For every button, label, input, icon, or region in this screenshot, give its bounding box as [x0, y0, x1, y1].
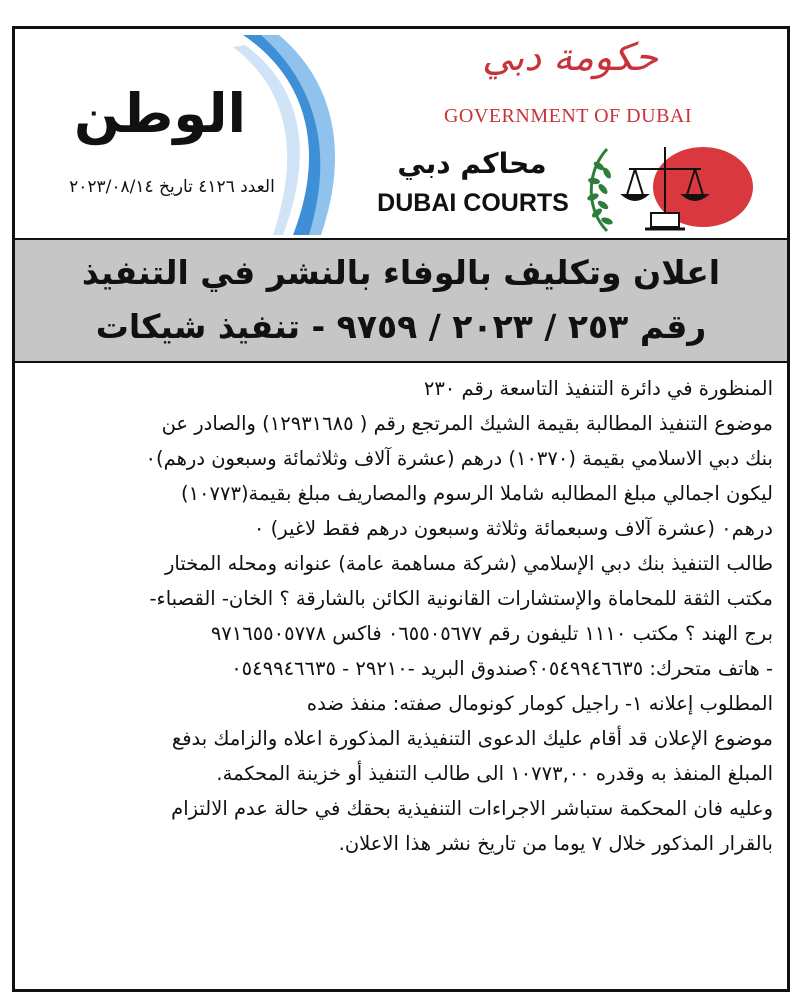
- courts-english-name: DUBAI COURTS: [377, 189, 569, 217]
- body-line: موضوع الإعلان قد أقام عليك الدعوى التنفيذية المذكورة اعلاه والزامك بدفع: [171, 727, 773, 750]
- header: [15, 29, 787, 234]
- body-line: طالب التنفيذ بنك دبي الإسلامي (شركة مساهمة عامة) عنوانه ومحله المختار: [164, 552, 773, 575]
- body-line: وعليه فان المحكمة ستباشر الاجراءات التنفيذية بحقك في حالة عدم الالتزام: [171, 797, 773, 820]
- government-arabic-logo: حكومة دبي: [481, 35, 659, 79]
- body-line: بنك دبي الاسلامي بقيمة (١٠٣٧٠) درهم (عشرة آلاف وثلاثمائة وسبعون درهم)٠: [145, 447, 773, 470]
- body-line: موضوع التنفيذ المطالبة بقيمة الشيك المرتجع رقم ( ١٢٩٣١٦٨٥) والصادر عن: [161, 412, 773, 435]
- body-line: مكتب الثقة للمحاماة والإستشارات القانونية الكائن بالشارقة ؟ الخان- القصباء-: [149, 587, 773, 610]
- body-line: درهم٠ (عشرة آلاف وسبعمائة وثلاثة وسبعون درهم فقط لاغير) ٠: [253, 517, 773, 540]
- notice-frame: [12, 26, 790, 992]
- body-line: المنظورة في دائرة التنفيذ التاسعة رقم ٢٣٠: [423, 377, 773, 400]
- body-line: المطلوب إعلانه ١- راجيل كومار كونومال صفته: منفذ ضده: [306, 692, 773, 715]
- notice-body: [29, 371, 773, 861]
- notice-title-line-2: رقم ٢٥٣ / ٢٠٢٣ / ٩٧٥٩ - تنفيذ شيكات: [95, 307, 707, 346]
- body-line: - هاتف متحرك: ٠٥٤٩٩٤٦٦٣٥؟صندوق البريد -٢٩٢١٠ - ٠٥٤٩٩٤٦٦٣٥: [231, 657, 773, 680]
- body-line: المبلغ المنفذ به وقدره ١٠٧٧٣,٠٠ الى طالب التنفيذ أو خزينة المحكمة.: [216, 762, 773, 785]
- courts-emblem-icon: [585, 133, 755, 243]
- issue-date-line: العدد ٤١٢٦ تاريخ ٢٠٢٣/٠٨/١٤: [69, 177, 275, 197]
- body-line: بالقرار المذكور خلال ٧ يوما من تاريخ نشر هذا الاعلان.: [338, 832, 773, 855]
- notice-title-band: [15, 238, 787, 363]
- government-english-name: GOVERNMENT OF DUBAI: [443, 105, 693, 127]
- notice-title-line-1: اعلان وتكليف بالوفاء بالنشر في التنفيذ: [81, 253, 721, 292]
- body-line: برج الهند ؟ مكتب ١١١٠ تليفون رقم ٠٦٥٥٠٥٦٧٧ فاكس ٩٧١٦٥٥٠٥٧٧٨: [210, 622, 773, 645]
- courts-arabic-name: محاكم دبي: [397, 147, 547, 180]
- newspaper-name: الوطن: [73, 82, 247, 145]
- body-line: ليكون اجمالي مبلغ المطالبه شاملا الرسوم والمصاريف مبلغ بقيمة(١٠٧٧٣): [180, 482, 773, 505]
